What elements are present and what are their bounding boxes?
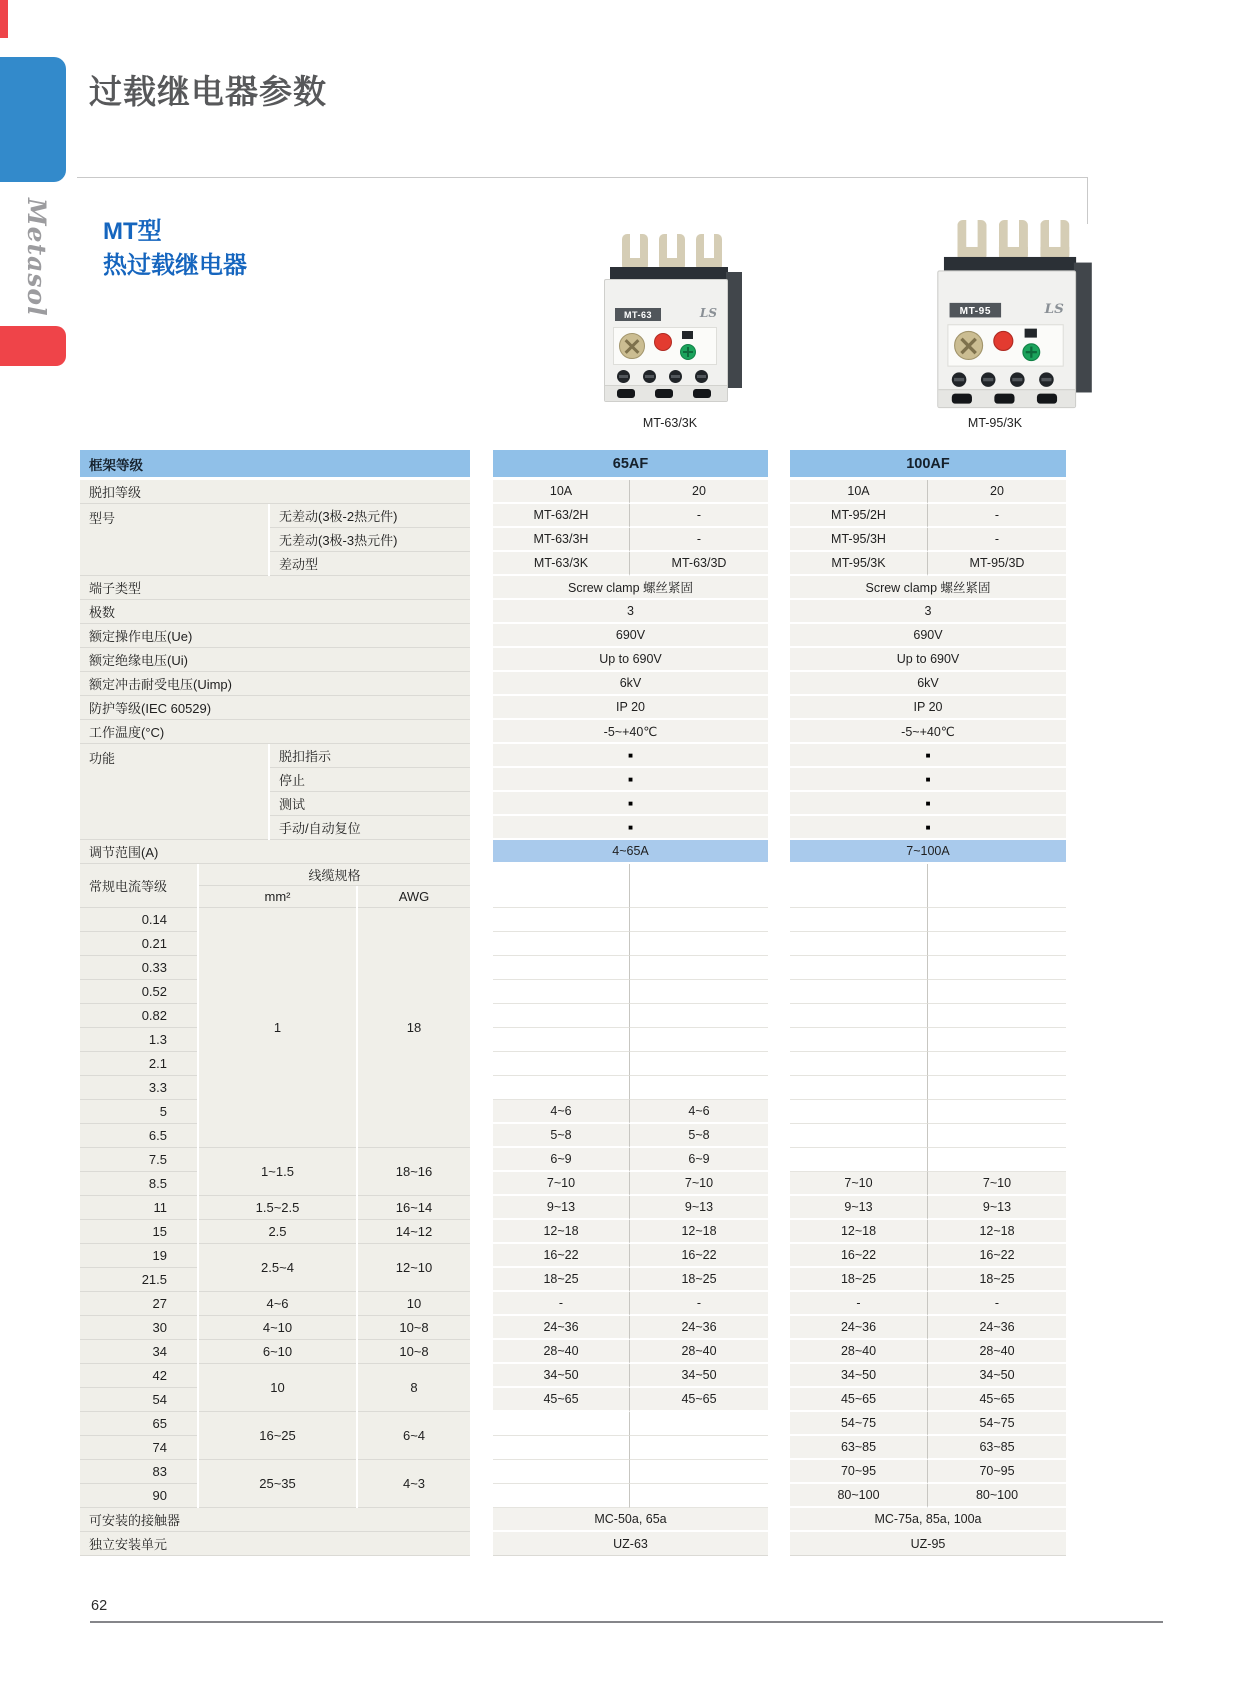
range-value — [630, 980, 768, 1004]
range-value — [790, 956, 928, 980]
range-value — [493, 1028, 630, 1052]
range-value: 63~85 — [928, 1436, 1066, 1460]
range-value: 4~6 — [630, 1100, 768, 1124]
range-value: 12~18 — [928, 1220, 1066, 1244]
current-rating: 0.21 — [80, 932, 197, 956]
mm2-value: 25~35 — [199, 1460, 356, 1508]
range-value — [493, 1460, 630, 1484]
mounting-unit-value: UZ-95 — [790, 1532, 1066, 1556]
relay-control-panel — [613, 327, 717, 365]
range-value — [928, 1076, 1066, 1100]
product-photo-mt63 — [602, 234, 742, 402]
spec-value: Up to 690V — [790, 648, 1066, 672]
range-value: 28~40 — [630, 1340, 768, 1364]
spec-value: MT-95/3H — [790, 528, 928, 552]
awg-value: 16~14 — [358, 1196, 470, 1220]
blue-section-tab — [0, 57, 66, 182]
range-value: - — [790, 1292, 928, 1316]
range-value: 34~50 — [630, 1364, 768, 1388]
range-value — [630, 1412, 768, 1436]
range-value: 80~100 — [790, 1484, 928, 1508]
page-title: 过载继电器参数 — [89, 73, 327, 110]
range-value — [493, 1004, 630, 1028]
fork-terminal-icon — [1040, 220, 1069, 260]
mm2-value: 4~6 — [199, 1292, 356, 1316]
spec-table — [80, 450, 1066, 1556]
range-value — [630, 1436, 768, 1460]
range-value: 28~40 — [928, 1340, 1066, 1364]
awg-value: 18~16 — [358, 1148, 470, 1196]
relay-body — [937, 270, 1076, 408]
page-number: 62 — [91, 1598, 108, 1614]
terminal-screw-icon — [981, 372, 996, 387]
section-title-line2: 热过载继电器 — [103, 251, 247, 279]
spacer-cell — [493, 864, 630, 908]
range-value — [928, 1004, 1066, 1028]
spec-value: MT-63/2H — [493, 504, 630, 528]
current-rating: 15 — [80, 1220, 197, 1244]
spec-sublabel: 无差动(3极-2热元件) — [270, 504, 470, 528]
fork-terminal-icon — [659, 234, 685, 270]
spec-value: MT-63/3K — [493, 552, 630, 576]
range-value: 7~10 — [790, 1172, 928, 1196]
product-badge: MT-95 — [950, 303, 1002, 318]
range-value — [630, 908, 768, 932]
range-value — [790, 1124, 928, 1148]
spec-value: -5~+40℃ — [493, 720, 768, 744]
page-edge-mark — [0, 0, 8, 38]
spec-label: 型号 — [80, 504, 268, 576]
current-rating: 11 — [80, 1196, 197, 1220]
spec-value: MT-63/3H — [493, 528, 630, 552]
mounting-unit-value: UZ-63 — [493, 1532, 768, 1556]
product-caption-mt95: MT-95/3K — [967, 416, 1023, 430]
range-value: 54~75 — [928, 1412, 1066, 1436]
current-rating: 74 — [80, 1436, 197, 1460]
range-value — [790, 1004, 928, 1028]
spec-value: 3 — [790, 600, 1066, 624]
range-value — [790, 1148, 928, 1172]
range-value — [928, 1124, 1066, 1148]
current-dial-icon — [619, 333, 645, 359]
range-value: - — [493, 1292, 630, 1316]
frame-header: 65AF — [493, 450, 768, 480]
range-value: 18~25 — [630, 1268, 768, 1292]
awg-value: 14~12 — [358, 1220, 470, 1244]
awg-value: 6~4 — [358, 1412, 470, 1460]
trip-indicator-window — [1025, 329, 1037, 338]
reset-screw-icon — [1022, 343, 1040, 361]
range-value — [790, 1052, 928, 1076]
title-rule-corner — [1087, 177, 1088, 224]
range-value: 34~50 — [790, 1364, 928, 1388]
terminal-screw-icon — [643, 370, 656, 383]
range-value: 63~85 — [790, 1436, 928, 1460]
range-value — [493, 1484, 630, 1508]
range-value: 12~18 — [630, 1220, 768, 1244]
spec-value: 690V — [790, 624, 1066, 648]
range-value: 7~10 — [630, 1172, 768, 1196]
range-value: 9~13 — [493, 1196, 630, 1220]
spec-label: 额定冲击耐受电压(Uimp) — [80, 672, 470, 696]
current-rating: 7.5 — [80, 1148, 197, 1172]
range-value: 7~10 — [928, 1172, 1066, 1196]
spec-value: 6kV — [493, 672, 768, 696]
spec-value: ■ — [790, 816, 1066, 840]
current-rating: 83 — [80, 1460, 197, 1484]
range-value: 34~50 — [928, 1364, 1066, 1388]
current-rating: 8.5 — [80, 1172, 197, 1196]
range-value — [630, 1460, 768, 1484]
range-value — [630, 1028, 768, 1052]
range-value — [493, 980, 630, 1004]
range-value — [630, 1052, 768, 1076]
spec-value: 10A — [790, 480, 928, 504]
spec-value: IP 20 — [493, 696, 768, 720]
spec-value: 20 — [928, 480, 1066, 504]
terminal-screw-icon — [617, 370, 630, 383]
range-value: 70~95 — [790, 1460, 928, 1484]
spec-label: 防护等级(IEC 60529) — [80, 696, 470, 720]
terminal-screw-icon — [1039, 372, 1054, 387]
range-value: 18~25 — [790, 1268, 928, 1292]
range-value: 70~95 — [928, 1460, 1066, 1484]
current-rating: 0.52 — [80, 980, 197, 1004]
spec-value: MT-63/3D — [630, 552, 768, 576]
fork-terminal-icon — [999, 220, 1028, 260]
spec-label: 功能 — [80, 744, 268, 840]
spec-value: 690V — [493, 624, 768, 648]
range-value: 45~65 — [493, 1388, 630, 1412]
mm2-value: 6~10 — [199, 1340, 356, 1364]
contactor-value: MC-50a, 65a — [493, 1508, 768, 1532]
section-title — [103, 215, 247, 282]
spec-label: 额定操作电压(Ue) — [80, 624, 470, 648]
spec-value: MT-95/3D — [928, 552, 1066, 576]
range-value: 28~40 — [790, 1340, 928, 1364]
spec-labels-grid — [80, 450, 470, 864]
awg-value: 10~8 — [358, 1340, 470, 1364]
fork-terminal-icon — [696, 234, 722, 270]
spec-value: ■ — [493, 744, 768, 768]
cable-spec-header: 线缆规格 — [199, 864, 470, 886]
relay-bottom-band — [938, 389, 1075, 407]
range-value — [493, 1436, 630, 1460]
range-value: 45~65 — [928, 1388, 1066, 1412]
current-rating: 21.5 — [80, 1268, 197, 1292]
range-value: 6~9 — [630, 1148, 768, 1172]
range-value: 45~65 — [790, 1388, 928, 1412]
spec-value: -5~+40℃ — [790, 720, 1066, 744]
frame-grade-header: 框架等级 — [80, 450, 470, 480]
relay-top-housing — [944, 257, 1076, 272]
spec-value: IP 20 — [790, 696, 1066, 720]
spec-value: Screw clamp 螺丝紧固 — [493, 576, 768, 600]
spec-sublabel: 停止 — [270, 768, 470, 792]
brand-vertical-logo: Metasol — [22, 198, 51, 317]
frame-100af-panel — [790, 450, 1066, 1556]
range-value: 12~18 — [790, 1220, 928, 1244]
frame-header: 100AF — [790, 450, 1066, 480]
section-title-line1: MT型 — [103, 218, 162, 245]
current-rating: 2.1 — [80, 1052, 197, 1076]
mm2-value: 2.5~4 — [199, 1244, 356, 1292]
spec-value: Screw clamp 螺丝紧固 — [790, 576, 1066, 600]
range-value — [493, 956, 630, 980]
spec-value: ■ — [493, 816, 768, 840]
footer-label: 独立安装单元 — [80, 1532, 470, 1556]
range-value: 54~75 — [790, 1412, 928, 1436]
current-rating: 1.3 — [80, 1028, 197, 1052]
range-value — [928, 956, 1066, 980]
spec-value: ■ — [493, 792, 768, 816]
spec-label: 脱扣等级 — [80, 480, 470, 504]
mm2-value: 10 — [199, 1364, 356, 1412]
range-value — [928, 1100, 1066, 1124]
current-rating: 54 — [80, 1388, 197, 1412]
spec-value: MT-95/2H — [790, 504, 928, 528]
current-rating: 0.82 — [80, 1004, 197, 1028]
spec-value: 3 — [493, 600, 768, 624]
current-rating: 0.14 — [80, 908, 197, 932]
current-rating: 42 — [80, 1364, 197, 1388]
range-value: 24~36 — [928, 1316, 1066, 1340]
awg-value: 18 — [358, 908, 470, 1148]
spec-value: - — [630, 528, 768, 552]
range-value — [790, 1100, 928, 1124]
awg-header: AWG — [358, 886, 470, 908]
cable-spec-grid — [80, 864, 470, 1508]
adjust-range-value: 4~65A — [493, 840, 768, 864]
mm2-header: mm² — [199, 886, 356, 908]
current-rating: 27 — [80, 1292, 197, 1316]
product-caption-mt63: MT-63/3K — [642, 416, 698, 430]
range-value: 34~50 — [493, 1364, 630, 1388]
awg-value: 8 — [358, 1364, 470, 1412]
range-value — [790, 1076, 928, 1100]
range-value — [630, 956, 768, 980]
current-rating: 90 — [80, 1484, 197, 1508]
awg-value: 10 — [358, 1292, 470, 1316]
mm2-value: 16~25 — [199, 1412, 356, 1460]
range-value: 9~13 — [790, 1196, 928, 1220]
spec-sublabel: 测试 — [270, 792, 470, 816]
mm2-value: 2.5 — [199, 1220, 356, 1244]
awg-value: 4~3 — [358, 1460, 470, 1508]
range-value — [493, 1412, 630, 1436]
range-value: 80~100 — [928, 1484, 1066, 1508]
current-rating: 3.3 — [80, 1076, 197, 1100]
awg-value: 10~8 — [358, 1316, 470, 1340]
range-value — [928, 1028, 1066, 1052]
spec-value: ■ — [493, 768, 768, 792]
range-value: 7~10 — [493, 1172, 630, 1196]
range-value — [493, 932, 630, 956]
spec-value: MT-95/3K — [790, 552, 928, 576]
range-value — [790, 980, 928, 1004]
reset-screw-icon — [680, 344, 696, 360]
range-value — [928, 932, 1066, 956]
spec-value: Up to 690V — [493, 648, 768, 672]
mm2-value: 1.5~2.5 — [199, 1196, 356, 1220]
range-value: 24~36 — [630, 1316, 768, 1340]
current-rating: 5 — [80, 1100, 197, 1124]
terminal-screw-icon — [695, 370, 708, 383]
relay-bottom-band — [605, 385, 727, 401]
range-value — [493, 1052, 630, 1076]
footer-labels-grid — [80, 1508, 470, 1556]
spacer-cell — [928, 864, 1066, 908]
range-value — [493, 1076, 630, 1100]
range-value — [790, 1028, 928, 1052]
range-value: 16~22 — [790, 1244, 928, 1268]
spec-value: ■ — [790, 792, 1066, 816]
spec-sublabel: 无差动(3极-3热元件) — [270, 528, 470, 552]
range-value — [630, 1484, 768, 1508]
range-value: 16~22 — [928, 1244, 1066, 1268]
title-rule — [77, 177, 1087, 178]
range-value: 24~36 — [790, 1316, 928, 1340]
range-value: 9~13 — [928, 1196, 1066, 1220]
spec-label: 端子类型 — [80, 576, 470, 600]
terminal-screw-icon — [1010, 372, 1025, 387]
test-button-icon — [654, 333, 672, 351]
mm2-value: 1 — [199, 908, 356, 1148]
range-value: 16~22 — [630, 1244, 768, 1268]
ls-logo: LS — [1044, 300, 1064, 317]
spec-sublabel: 差动型 — [270, 552, 470, 576]
terminal-screw-icon — [952, 372, 967, 387]
range-value: 16~22 — [493, 1244, 630, 1268]
range-value — [630, 932, 768, 956]
range-value: 9~13 — [630, 1196, 768, 1220]
spec-label: 额定绝缘电压(Ui) — [80, 648, 470, 672]
spec-value: ■ — [790, 744, 1066, 768]
spec-value: - — [928, 528, 1066, 552]
range-value — [928, 980, 1066, 1004]
range-value: 4~6 — [493, 1100, 630, 1124]
terminal-screw-icon — [669, 370, 682, 383]
range-value — [928, 1052, 1066, 1076]
current-class-header: 常规电流等级 — [80, 864, 197, 908]
awg-value: 12~10 — [358, 1244, 470, 1292]
current-rating: 0.33 — [80, 956, 197, 980]
relay-side-housing — [726, 272, 742, 388]
relay-control-panel — [947, 324, 1063, 367]
range-value — [790, 932, 928, 956]
mm2-value: 1~1.5 — [199, 1148, 356, 1196]
fork-terminal-icon — [622, 234, 648, 270]
relay-body — [604, 279, 728, 402]
fork-terminal-icon — [957, 220, 986, 260]
product-photo-mt95 — [935, 220, 1092, 408]
range-value: 18~25 — [493, 1268, 630, 1292]
range-value: 6~9 — [493, 1148, 630, 1172]
range-value: - — [630, 1292, 768, 1316]
spec-sublabel: 脱扣指示 — [270, 744, 470, 768]
spec-label: 调节范围(A) — [80, 840, 470, 864]
current-rating: 65 — [80, 1412, 197, 1436]
footer-label: 可安装的接触器 — [80, 1508, 470, 1532]
range-value — [493, 908, 630, 932]
range-value — [928, 908, 1066, 932]
spacer-cell — [790, 864, 928, 908]
spec-label: 极数 — [80, 600, 470, 624]
range-value: 12~18 — [493, 1220, 630, 1244]
range-value — [630, 1004, 768, 1028]
range-value — [928, 1148, 1066, 1172]
mm2-value: 4~10 — [199, 1316, 356, 1340]
test-button-icon — [993, 331, 1013, 351]
range-value: 45~65 — [630, 1388, 768, 1412]
spec-value: - — [928, 504, 1066, 528]
range-value: 5~8 — [630, 1124, 768, 1148]
spec-label: 工作温度(°C) — [80, 720, 470, 744]
range-value: 28~40 — [493, 1340, 630, 1364]
spec-value: - — [630, 504, 768, 528]
trip-indicator-window — [682, 331, 693, 339]
frame-65af-panel — [493, 450, 768, 1556]
contactor-value: MC-75a, 85a, 100a — [790, 1508, 1066, 1532]
range-value: 18~25 — [928, 1268, 1066, 1292]
spec-value: 20 — [630, 480, 768, 504]
spacer-cell — [630, 864, 768, 908]
spec-value: 10A — [493, 480, 630, 504]
spec-value: ■ — [790, 768, 1066, 792]
spec-sublabel: 手动/自动复位 — [270, 816, 470, 840]
range-value: - — [928, 1292, 1066, 1316]
ls-logo: LS — [699, 306, 717, 320]
adjust-range-value: 7~100A — [790, 840, 1066, 864]
current-rating: 6.5 — [80, 1124, 197, 1148]
current-rating: 30 — [80, 1316, 197, 1340]
range-value — [630, 1076, 768, 1100]
current-rating: 34 — [80, 1340, 197, 1364]
red-section-tab — [0, 326, 66, 366]
footer-rule — [90, 1621, 1163, 1623]
current-rating: 19 — [80, 1244, 197, 1268]
range-value: 5~8 — [493, 1124, 630, 1148]
spec-value: 6kV — [790, 672, 1066, 696]
relay-side-housing — [1074, 263, 1092, 393]
spec-table-labels-panel — [80, 450, 470, 1556]
product-badge: MT-63 — [615, 308, 661, 321]
range-value: 24~36 — [493, 1316, 630, 1340]
range-value — [790, 908, 928, 932]
current-dial-icon — [954, 331, 983, 360]
